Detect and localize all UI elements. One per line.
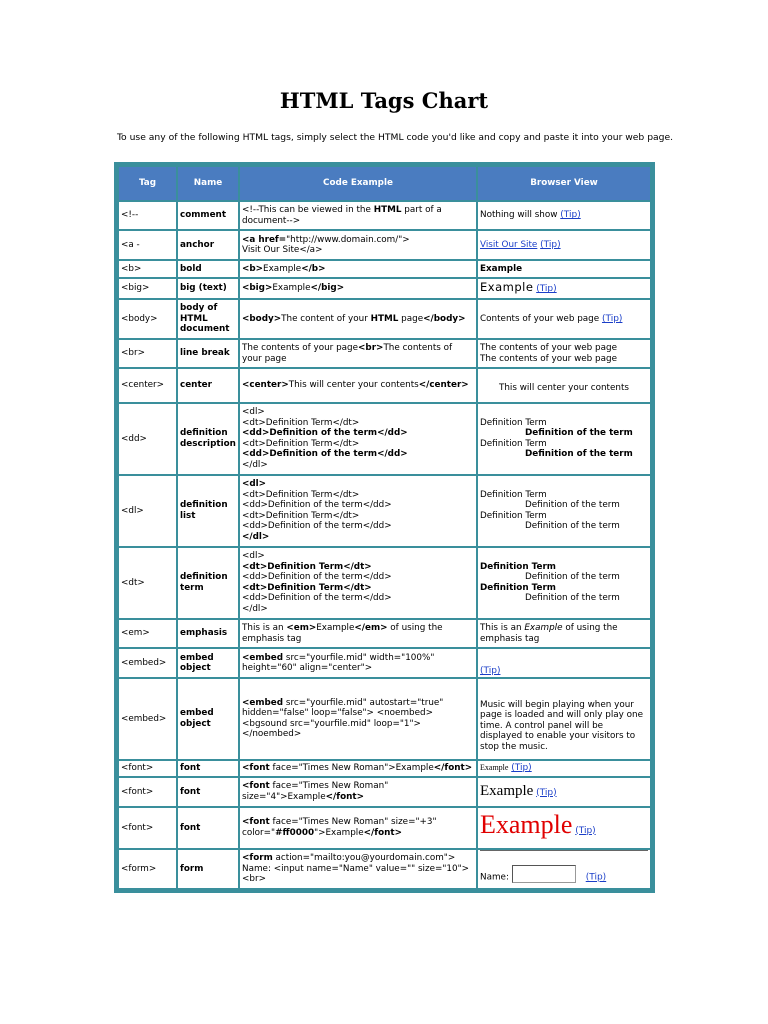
view-cell: Contents of your web page (Tip) xyxy=(478,300,650,338)
table-row xyxy=(119,279,650,298)
view-cell: Music will begin playing when your page is loaded and will only play one time. A control panel will be displayed to enable your visitors to stop the music. xyxy=(478,679,650,759)
name-cell: body of HTML document xyxy=(178,300,238,338)
table-row xyxy=(119,808,650,849)
header-name: Name xyxy=(178,167,238,200)
tag-cell: <form> xyxy=(119,850,176,888)
tip-link[interactable]: (Tip) xyxy=(560,210,581,221)
tag-cell: <em> xyxy=(119,620,176,647)
table-row xyxy=(119,620,650,647)
code-cell: <font face="Times New Roman">Example</font> xyxy=(240,761,476,776)
code-cell: <body>The content of your HTML page</body> xyxy=(240,300,476,338)
name-cell: emphasis xyxy=(178,620,238,647)
page-title: HTML Tags Chart xyxy=(279,88,489,113)
name-cell: line break xyxy=(178,340,238,367)
name-cell: bold xyxy=(178,261,238,277)
tags-table xyxy=(117,165,652,890)
tip-link[interactable]: (Tip) xyxy=(536,787,557,798)
tip-link[interactable]: (Tip) xyxy=(480,666,501,677)
code-cell: This is an <em>Example</em> of using the emphasis tag xyxy=(240,620,476,647)
tip-link[interactable]: (Tip) xyxy=(511,763,532,774)
code-cell: <embed src="yourfile.mid" width="100%" height="60" align="center"> xyxy=(240,649,476,676)
name-cell: big (text) xyxy=(178,279,238,298)
name-cell: embed object xyxy=(178,679,238,759)
tip-link[interactable]: (Tip) xyxy=(601,313,623,324)
visit-site-link[interactable]: Visit Our Site xyxy=(480,239,538,250)
name-cell: anchor xyxy=(178,231,238,258)
code-cell: <big>Example</big> xyxy=(240,279,476,298)
tag-cell: <font> xyxy=(119,778,176,805)
tip-link[interactable]: (Tip) xyxy=(575,825,596,836)
code-cell: <form action="mailto:you@yourdomain.com"> Name: <input name="Name" value="" size="10"><br> xyxy=(240,850,476,888)
header-tag: Tag xyxy=(119,167,176,200)
tag-cell: <br> xyxy=(119,340,176,367)
view-cell: This is an Example of using the emphasis tag xyxy=(478,620,650,647)
view-cell: Definition Term Definition of the term Definition Term Definition of the term xyxy=(478,404,650,474)
view-cell: Example (Tip) xyxy=(478,778,650,805)
tag-cell: <a - xyxy=(119,231,176,258)
tip-link[interactable]: (Tip) xyxy=(540,239,561,250)
tip-link[interactable]: (Tip) xyxy=(585,872,607,883)
view-cell: Definition Term Definition of the term Definition Term Definition of the term xyxy=(478,476,650,546)
view-cell xyxy=(478,649,650,676)
tag-cell: <b> xyxy=(119,261,176,277)
name-cell: form xyxy=(178,850,238,888)
name-cell: font xyxy=(178,808,238,849)
view-cell: Example (Tip) xyxy=(478,761,650,776)
code-cell: <font face="Times New Roman" size="+3" color="#ff0000">Example</font> xyxy=(240,808,476,849)
name-cell: font xyxy=(178,778,238,805)
tag-cell: <center> xyxy=(119,369,176,401)
code-cell: <center>This will center your contents</center> xyxy=(240,369,476,401)
tag-cell: <body> xyxy=(119,300,176,338)
code-cell: <dl> <dt>Definition Term</dt> <dd>Definition of the term</dd> <dt>Definition Term</dt> <dd>Definition of the term</dd> </dl> xyxy=(240,548,476,618)
table-row xyxy=(119,340,650,367)
view-cell: Example xyxy=(478,261,650,277)
header-code: Code Example xyxy=(240,167,476,200)
name-cell: font xyxy=(178,761,238,776)
tag-cell: <dt> xyxy=(119,548,176,618)
code-cell: <dl> <dt>Definition Term</dt> <dd>Definition of the term</dd> <dt>Definition Term</dt> <dd>Definition of the term</dd> </dl> xyxy=(240,404,476,474)
name-cell: embed object xyxy=(178,649,238,676)
table-row xyxy=(119,300,650,338)
table-row xyxy=(119,679,650,759)
tag-cell: <big> xyxy=(119,279,176,298)
code-cell: <font face="Times New Roman" size="4">Example</font> xyxy=(240,778,476,805)
view-cell: The contents of your web page The contents of your web page xyxy=(478,340,650,367)
name-cell: center xyxy=(178,369,238,401)
view-cell xyxy=(478,850,650,888)
header-row xyxy=(119,167,650,200)
table-row xyxy=(119,261,650,277)
view-cell: This will center your contents xyxy=(478,369,650,401)
name-input[interactable] xyxy=(512,865,576,883)
name-cell: definition list xyxy=(178,476,238,546)
code-cell: <!--This can be viewed in the HTML part of a document--> xyxy=(240,202,476,229)
view-cell: Example (Tip) xyxy=(478,279,650,298)
table-row xyxy=(119,231,650,258)
name-cell: comment xyxy=(178,202,238,229)
tag-cell: <!-- xyxy=(119,202,176,229)
code-cell: The contents of your page<br>The contents of your page xyxy=(240,340,476,367)
table-row xyxy=(119,202,650,229)
table-row xyxy=(119,476,650,546)
view-cell: Nothing will show (Tip) xyxy=(478,202,650,229)
table-row xyxy=(119,649,650,676)
tag-cell: <font> xyxy=(119,761,176,776)
name-cell: definition term xyxy=(178,548,238,618)
intro-text: To use any of the following HTML tags, simply select the HTML code you'd like and copy and paste it into your web page. xyxy=(117,132,674,143)
header-view: Browser View xyxy=(478,167,650,200)
tag-cell: <font> xyxy=(119,808,176,849)
tag-cell: <dl> xyxy=(119,476,176,546)
table-row xyxy=(119,548,650,618)
tags-chart xyxy=(114,162,655,893)
table-row xyxy=(119,778,650,805)
table-row xyxy=(119,369,650,401)
name-cell: definition description xyxy=(178,404,238,474)
tag-cell: <embed> xyxy=(119,649,176,676)
code-cell: <a href="http://www.domain.com/"> Visit Our Site</a> xyxy=(240,231,476,258)
tag-cell: <dd> xyxy=(119,404,176,474)
code-cell: <embed src="yourfile.mid" autostart="true" hidden="false" loop="false"> <noembed><bgsound src="yourfile.mid" loop="1"></noembed> xyxy=(240,679,476,759)
code-cell: <dl> <dt>Definition Term</dt> <dd>Definition of the term</dd> <dt>Definition Term</dt> <dd>Definition of the term</dd> </dl> xyxy=(240,476,476,546)
form-name-label: Name: xyxy=(480,872,509,883)
view-cell xyxy=(478,231,650,258)
view-cell: Definition Term Definition of the term Definition Term Definition of the term xyxy=(478,548,650,618)
view-cell: Example (Tip) xyxy=(478,808,650,849)
table-row xyxy=(119,404,650,474)
code-cell: <b>Example</b> xyxy=(240,261,476,277)
tip-link[interactable]: (Tip) xyxy=(536,284,557,295)
table-row xyxy=(119,761,650,776)
tag-cell: <embed> xyxy=(119,679,176,759)
table-row xyxy=(119,850,650,888)
